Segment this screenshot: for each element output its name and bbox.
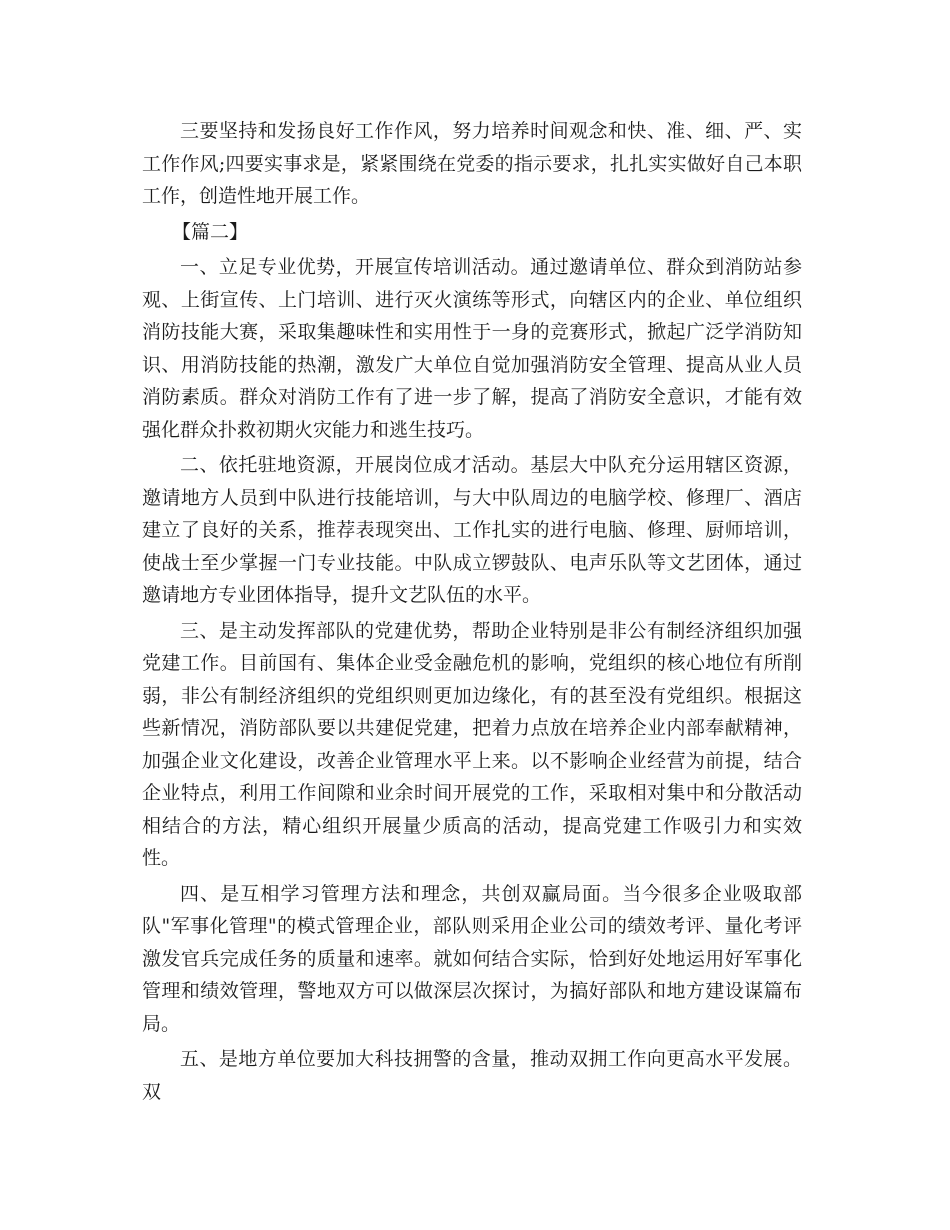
paragraph-publicity-training: 一、立足专业优势，开展宣传培训活动。通过邀请单位、群众到消防站参观、上街宣传、上门培训、进行灭火演练等形式，向辖区内的企业、单位组织消防技能大赛，采取集趣味性和实用性于一身的竞赛形式，掀起广泛学消防知识、用消防技能的热潮，激发广大单位自觉加强消防安全管理、提高从业人员消防素质。群众对消防工作有了进一步了解，提高了消防安全意识，才能有效强化群众扑救初期火灾能力和逃生技巧。 <box>142 256 802 441</box>
section-heading-part-two: 【篇二】 <box>172 220 249 243</box>
paragraph-local-resources: 二、依托驻地资源，开展岗位成才活动。基层大中队充分运用辖区资源，邀请地方人员到中队进行技能培训，与大中队周边的电脑学校、修理厂、酒店建立了良好的关系，推荐表现突出、工作扎实的进行电脑、修理、厨师培训，使战士至少掌握一门专业技能。中队成立锣鼓队、电声乐队等文艺团体，通过邀请地方专业团体指导，提升文艺队伍的水平。 <box>142 454 802 606</box>
document-body <box>142 115 802 1108</box>
paragraph-technology-support: 五、是地方单位要加大科技拥警的含量，推动双拥工作向更高水平发展。双 <box>142 1048 802 1103</box>
paragraph-party-building: 三、是主动发挥部队的党建优势，帮助企业特别是非公有制经济组织加强党建工作。目前国有、集体企业受金融危机的影响，党组织的核心地位有所削弱，非公有制经济组织的党组织则更加边缘化，有的甚至没有党组织。根据这些新情况，消防部队要以共建促党建，把着力点放在培养企业内部奉献精神，加强企业文化建设，改善企业管理水平上来。以不影响企业经营为前提，结合企业特点，利用工作间隙和业余时间开展党的工作，采取相对集中和分散活动相结合的方法，精心组织开展量少质高的活动，提高党建工作吸引力和实效性。 <box>142 619 802 869</box>
paragraph-management-exchange: 四、是互相学习管理方法和理念，共创双赢局面。当今很多企业吸取部队"军事化管理"的模式管理企业，部队则采用企业公司的绩效考评、量化考评激发官兵完成任务的质量和速率。就如何结合实际，恰到好处地运用好军事化管理和绩效管理，警地双方可以做深层次探讨，为搞好部队和地方建设谋篇布局。 <box>142 882 802 1035</box>
paragraph-style-commitments: 三要坚持和发扬良好工作作风，努力培养时间观念和快、准、细、严、实工作作风;四要实事求是，紧紧围绕在党委的指示要求，扎扎实实做好自己本职工作，创造性地开展工作。 <box>142 120 802 207</box>
